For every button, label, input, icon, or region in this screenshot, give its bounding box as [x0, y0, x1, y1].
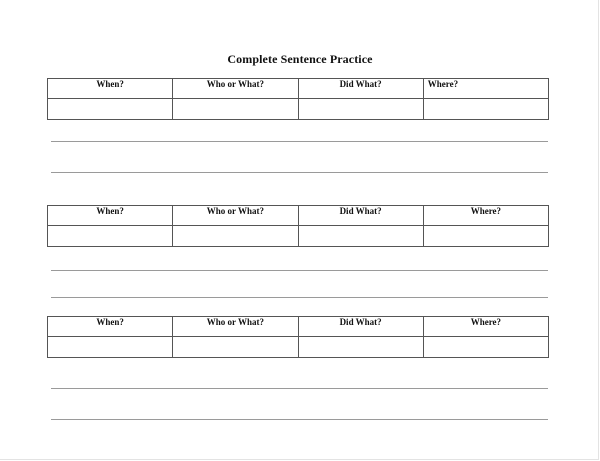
- sentence-table-1: [47, 78, 549, 120]
- header-when: When?: [48, 206, 173, 226]
- header-did-what: Did What?: [298, 317, 423, 337]
- answer-cell-who-or-what[interactable]: [173, 99, 298, 120]
- header-where: Where?: [423, 317, 548, 337]
- writing-line[interactable]: [51, 172, 548, 173]
- header-did-what: Did What?: [298, 206, 423, 226]
- table-answer-row: [48, 226, 549, 247]
- header-where: Where?: [423, 206, 548, 226]
- table-answer-row: [48, 337, 549, 358]
- answer-cell-where[interactable]: [423, 226, 548, 247]
- header-did-what: Did What?: [298, 79, 423, 99]
- writing-line[interactable]: [51, 388, 548, 389]
- answer-cell-when[interactable]: [48, 337, 173, 358]
- header-when: When?: [48, 317, 173, 337]
- table-header-row: [48, 79, 549, 99]
- header-who-or-what: Who or What?: [173, 79, 298, 99]
- header-when: When?: [48, 79, 173, 99]
- answer-cell-who-or-what[interactable]: [173, 337, 298, 358]
- writing-line[interactable]: [51, 297, 548, 298]
- answer-cell-where[interactable]: [423, 337, 548, 358]
- header-who-or-what: Who or What?: [173, 317, 298, 337]
- writing-line[interactable]: [51, 270, 548, 271]
- answer-cell-who-or-what[interactable]: [173, 226, 298, 247]
- table-header-row: [48, 317, 549, 337]
- table-header-row: [48, 206, 549, 226]
- sentence-table-2: [47, 205, 549, 247]
- writing-line[interactable]: [51, 141, 548, 142]
- answer-cell-did-what[interactable]: [298, 337, 423, 358]
- answer-cell-did-what[interactable]: [298, 226, 423, 247]
- answer-cell-did-what[interactable]: [298, 99, 423, 120]
- answer-cell-when[interactable]: [48, 226, 173, 247]
- header-where: Where?: [423, 79, 548, 99]
- writing-line[interactable]: [51, 419, 548, 420]
- sentence-table-3: [47, 316, 549, 358]
- worksheet-title: Complete Sentence Practice: [227, 52, 373, 66]
- table-answer-row: [48, 99, 549, 120]
- answer-cell-when[interactable]: [48, 99, 173, 120]
- header-who-or-what: Who or What?: [173, 206, 298, 226]
- answer-cell-where[interactable]: [423, 99, 548, 120]
